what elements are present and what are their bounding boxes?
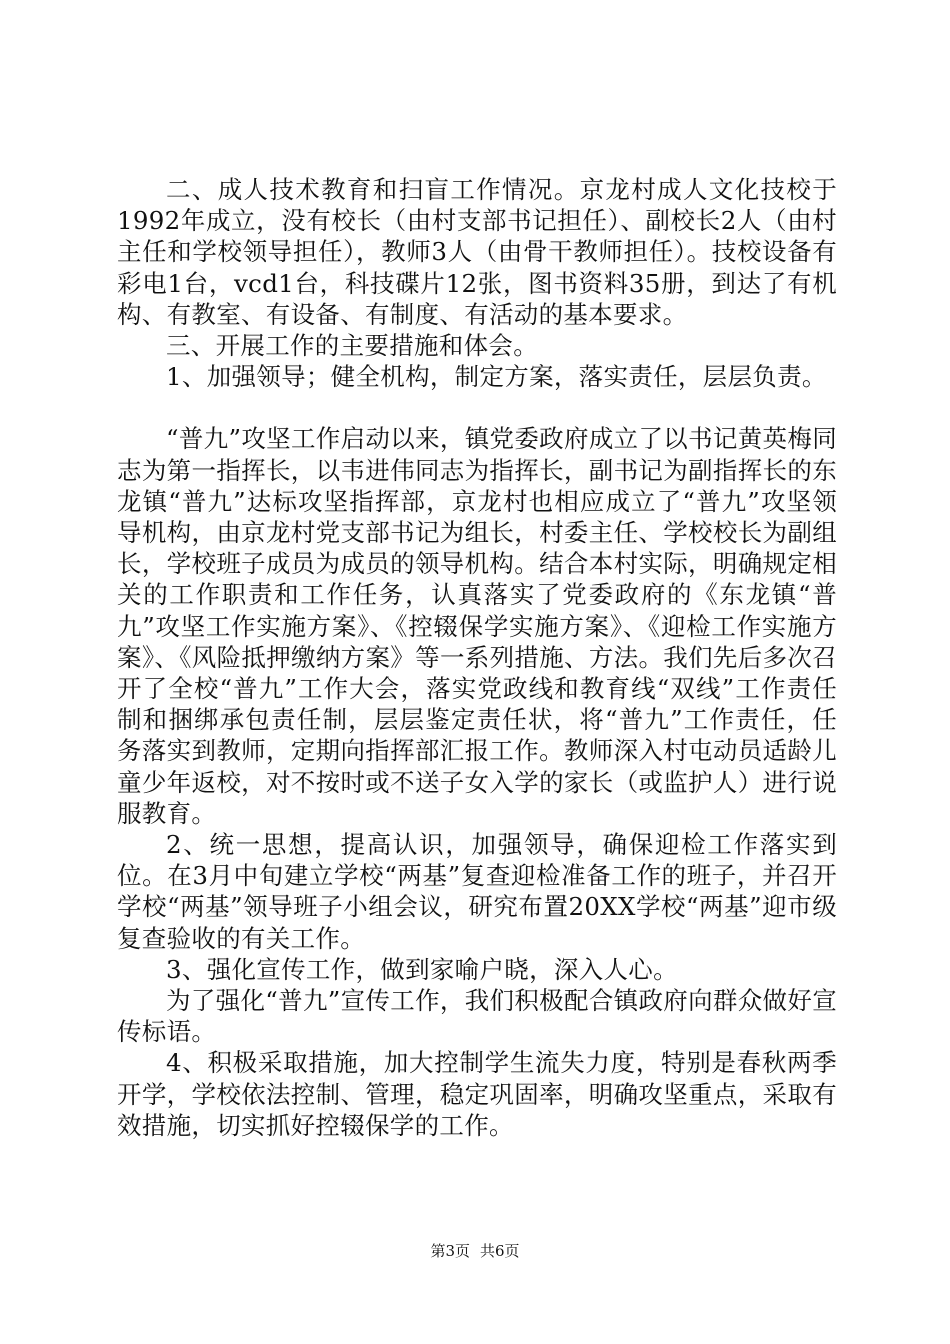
paragraph-point-three-heading: 3、强化宣传工作，做到家喻户晓，深入人心。 — [166, 954, 678, 984]
page-total: 共6页 — [480, 1242, 520, 1260]
paragraph-publicity: 为了强化“普九”宣传工作，我们积极配合镇政府向群众做好宣传标语。 — [117, 986, 837, 1047]
page-number: 第3页 — [430, 1242, 470, 1260]
paragraph-point-two: 2、统一思想，提高认识，加强领导，确保迎检工作落实到位。在3月中旬建立学校“两基”复查迎检准备工作的班子，并召开学校“两基”领导班子小组会议，研究布置20XX学校“两基”迎市级复查验收的有关工作。 — [117, 830, 837, 953]
paragraph-section-three-heading: 三、开展工作的主要措施和体会。 — [166, 331, 538, 361]
paragraph-point-one-heading: 1、加强领导；健全机构，制定方案，落实责任，层层负责。 — [166, 362, 827, 392]
paragraph-adult-education: 二、成人技术教育和扫盲工作情况。京龙村成人文化技校于1992年成立，没有校长（由村支部书记担任）、副校长2人（由村主任和学校领导担任），教师3人（由骨干教师担任）。技校设备有彩电1台，vcd1台，科技碟片12张，图书资料35册，到达了有机构、有教室、有设备、有制度、有活动的基本要求。 — [117, 175, 837, 329]
document-body — [117, 174, 837, 1141]
paragraph-point-four: 4、积极采取措施，加大控制学生流失力度，特别是春秋两季开学，学校依法控制、管理，稳定巩固率，明确攻坚重点，采取有效措施，切实抓好控辍保学的工作。 — [117, 1048, 837, 1140]
page-footer — [0, 1241, 950, 1261]
paragraph-pujiu-leadership: “普九”攻坚工作启动以来，镇党委政府成立了以书记黄英梅同志为第一指挥长，以韦进伟同志为指挥长，副书记为副指挥长的东龙镇“普九”达标攻坚指挥部，京龙村也相应成立了“普九”攻坚领导机构，由京龙村党支部书记为组长，村委主任、学校校长为副组长，学校班子成员为成员的领导机构。结合本村实际，明确规定相关的工作职责和工作任务，认真落实了党委政府的《东龙镇“普九”攻坚工作实施方案》、《控辍保学实施方案》、《迎检工作实施方案》、《风险抵押缴纳方案》等一系列措施、方法。我们先后多次召开了全校“普九”工作大会，落实党政线和教育线“双线”工作责任制和捆绑承包责任制，层层鉴定责任状，将“普九”工作责任，任务落实到教师，定期向指挥部汇报工作。教师深入村屯动员适龄儿童少年返校，对不按时或不送子女入学的家长（或监护人）进行说服教育。 — [117, 424, 838, 828]
